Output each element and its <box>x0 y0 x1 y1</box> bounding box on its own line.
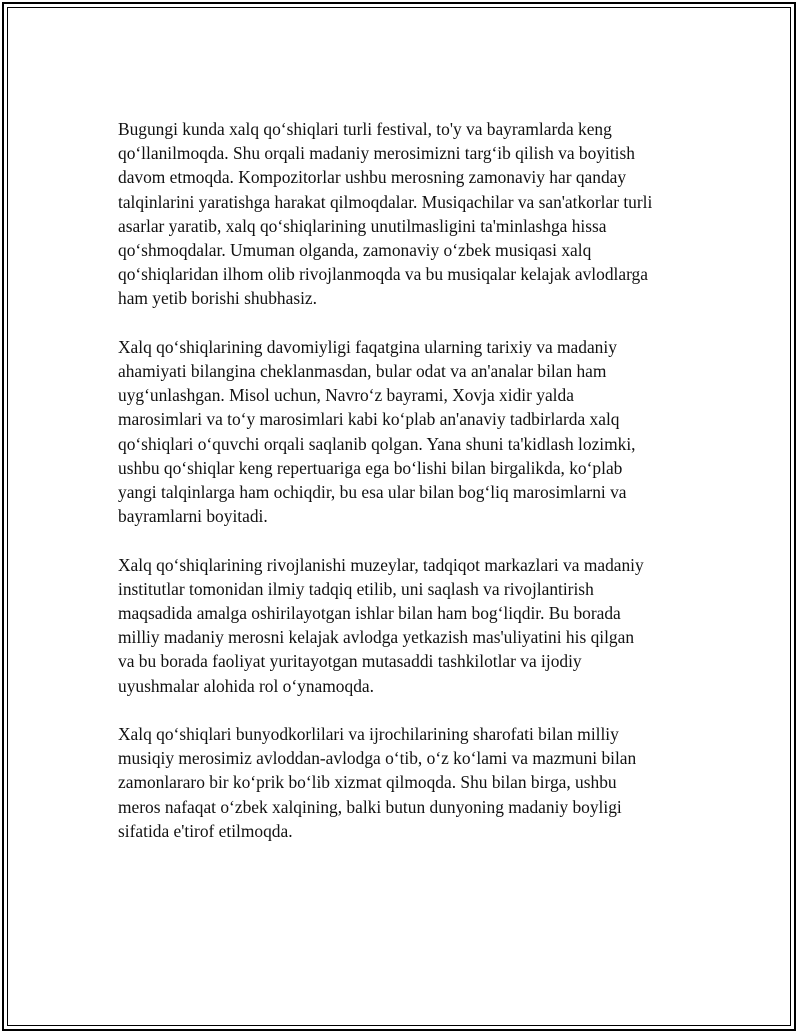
text-line: ushbu qo‘shiqlar keng repertuariga ega bo‘lishi bilan birgalikda, ko‘plab <box>118 457 623 478</box>
text-line: qo‘llanilmoqda. Shu orqali madaniy merosimizni targ‘ib qilish va boyitish <box>118 143 635 164</box>
text-line: institutlar tomonidan ilmiy tadqiq etilib, uni saqlash va rivojlantirish <box>118 578 594 599</box>
text-line: zamonlararo bir ko‘prik bo‘lib xizmat qilmoqda. Shu bilan birga, ushbu <box>118 772 617 793</box>
text-line: Xalq qo‘shiqlarining rivojlanishi muzeylar, tadqiqot markazlari va madaniy <box>118 554 644 575</box>
paragraph-2 <box>118 335 688 529</box>
text-line: asarlar yaratib, xalq qo‘shiqlarining unutilmasligini ta'minlashga hissa <box>118 215 607 236</box>
text-line: Bugungi kunda xalq qo‘shiqlari turli festival, to'y va bayramlarda keng <box>118 119 612 139</box>
text-line: Xalq qo‘shiqlarining davomiyligi faqatgina ularning tarixiy va madaniy <box>118 336 617 357</box>
text-line: davom etmoqda. Kompozitorlar ushbu merosning zamonaviy har qanday <box>118 167 627 188</box>
paragraph-3 <box>118 553 688 698</box>
text-line: musiqiy merosimiz avloddan-avlodga o‘tib, o‘z ko‘lami va mazmuni bilan <box>118 748 637 769</box>
text-line: yangi talqinlarga ham ochiqdir, bu esa ular bilan bog‘liq marosimlarni va <box>118 482 627 503</box>
text-line: qo‘shiqlaridan ilhom olib rivojlanmoqda va bu musiqalar kelajak avlodlarga <box>118 264 648 285</box>
text-line: Xalq qo‘shiqlari bunyodkorlilari va ijrochilarining sharofati bilan milliy <box>118 724 619 745</box>
text-line: milliy madaniy merosni kelajak avlodga yetkazish mas'uliyatini his qilgan <box>118 627 635 648</box>
text-line: qo‘shmoqdalar. Umuman olganda, zamonaviy o‘zbek musiqasi xalq <box>118 240 592 261</box>
text-line: qo‘shiqlari o‘quvchi orqali saqlanib qolgan. Yana shuni ta'kidlash lozimki, <box>118 433 636 454</box>
text-line: uyushmalar alohida rol o‘ynamoqda. <box>118 675 374 696</box>
text-line: bayramlarni boyitadi. <box>118 506 268 527</box>
text-line: ham yetib borishi shubhasiz. <box>118 288 317 309</box>
text-line: talqinlarini yaratishga harakat qilmoqdalar. Musiqachilar va san'atkorlar turli <box>118 191 653 212</box>
document-body <box>118 117 688 867</box>
text-line: meros nafaqat o‘zbek xalqining, balki butun dunyoning madaniy boyligi <box>118 796 622 817</box>
text-line: ahamiyati bilangina cheklanmasdan, bular odat va an'analar bilan ham <box>118 361 607 382</box>
text-line: va bu borada faoliyat yuritayotgan mutasaddi tashkilotlar va ijodiy <box>118 651 582 672</box>
text-line: sifatida e'tirof etilmoqda. <box>118 820 293 841</box>
text-line: uyg‘unlashgan. Misol uchun, Navro‘z bayrami, Xovja xidir yalda <box>118 385 574 406</box>
text-line: maqsadida amalga oshirilayotgan ishlar bilan ham bog‘liqdir. Bu borada <box>118 603 621 624</box>
paragraph-4 <box>118 722 688 843</box>
text-line: marosimlari va to‘y marosimlari kabi ko‘plab an'anaviy tadbirlarda xalq <box>118 409 620 430</box>
paragraph-1 <box>118 117 688 311</box>
